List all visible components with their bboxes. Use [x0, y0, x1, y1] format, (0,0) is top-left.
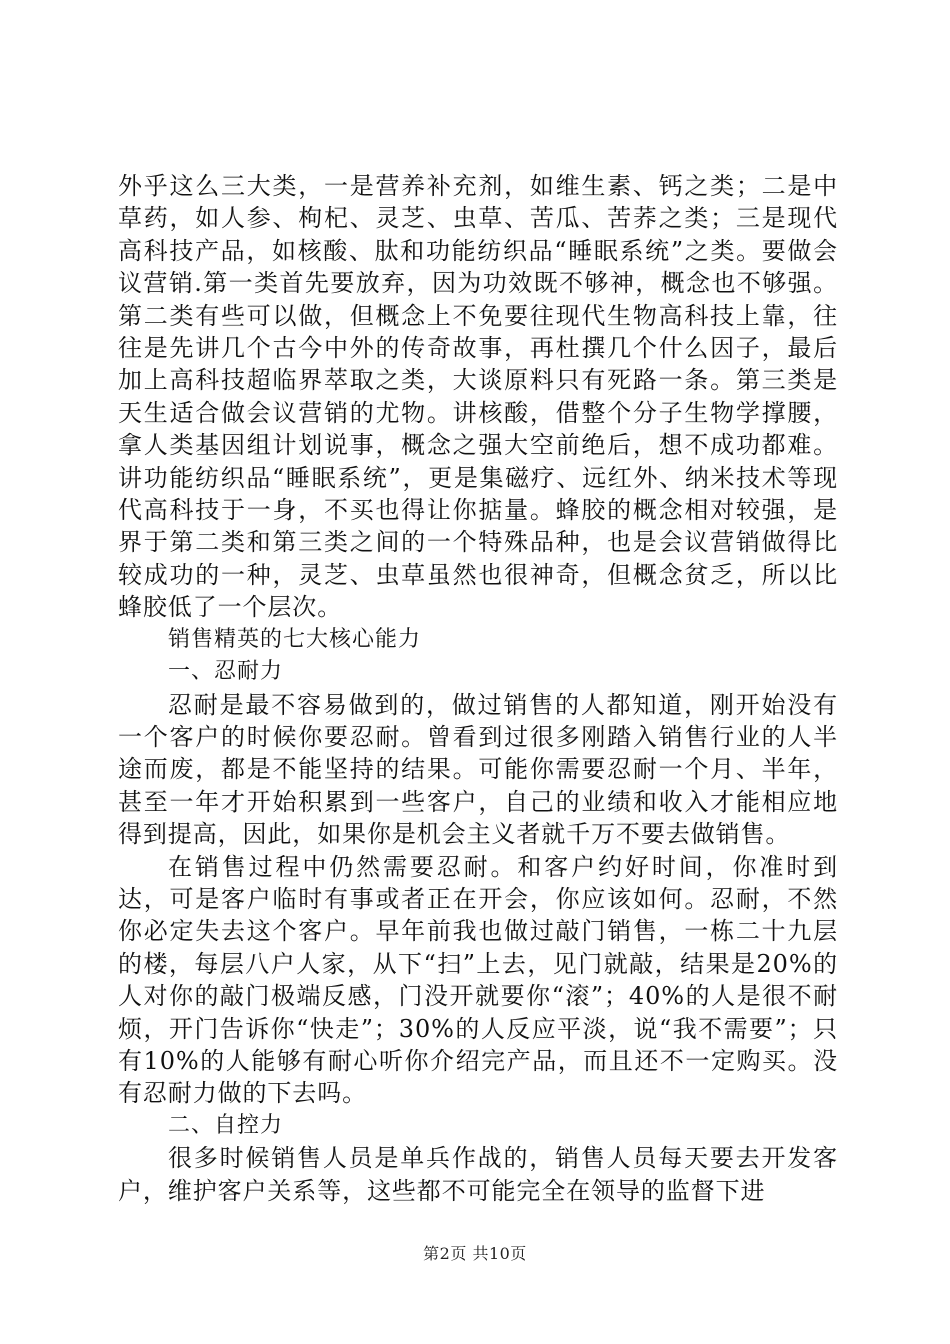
page-number-footer: 第2页 共10页: [423, 1244, 527, 1263]
paragraph-product-categories: 外乎这么三大类，一是营养补充剂，如维生素、钙之类；二是中草药，如人参、枸杞、灵芝、虫草、苦瓜、苦荞之类；三是现代高科技产品，如核酸、肽和功能纺织品“睡眠系统”之类。要做会议营销.第一类首先要放弃，因为功效既不够神，概念也不够强。第二类有些可以做，但概念上不免要往现代生物高科技上靠，往往是先讲几个古今中外的传奇故事，再杜撰几个什么因子，最后加上高科技超临界萃取之类，大谈原料只有死路一条。第三类是天生适合做会议营销的尤物。讲核酸，借整个分子生物学撑腰，拿人类基因组计划说事，概念之强大空前绝后，想不成功都难。讲功能纺织品“睡眠系统”，更是集磁疗、远红外、纳米技术等现代高科技于一身，不买也得让你掂量。蜂胶的概念相对较强，是界于第二类和第三类之间的一个特殊品种，也是会议营销做得比较成功的一种，灵芝、虫草虽然也很神奇，但概念贫乏，所以比蜂胶低了一个层次。: [118, 172, 838, 622]
document-body: [118, 170, 838, 1207]
paragraph-patience-intro: 忍耐是最不容易做到的，做过销售的人都知道，刚开始没有一个客户的时候你要忍耐。曾看到过很多刚踏入销售行业的人半途而废，都是不能坚持的结果。可能你需要忍耐一个月、半年，甚至一年才开始积累到一些客户，自己的业绩和收入才能相应地得到提高，因此，如果你是机会主义者就千万不要去做销售。: [118, 690, 838, 849]
section-heading-patience: 一、忍耐力: [168, 659, 284, 685]
paragraph-patience-sales-process: 在销售过程中仍然需要忍耐。和客户约好时间，你准时到达，可是客户临时有事或者正在开会，你应该如何。忍耐，不然你必定失去这个客户。早年前我也做过敲门销售，一栋二十九层的楼，每层八户人家，从下“扫”上去，见门就敲，结果是20%的人对你的敲门极端反感，门没开就要你“滚”；40%的人是很不耐烦，开门告诉你“快走”；30%的人反应平淡，说“我不需要”；只有10%的人能够有耐心听你介绍完产品，而且还不一定购买。没有忍耐力做的下去吗。: [118, 852, 838, 1108]
section-heading-seven-abilities: 销售精英的七大核心能力: [168, 626, 422, 652]
section-heading-self-control: 二、自控力: [168, 1112, 284, 1138]
paragraph-self-control: 很多时候销售人员是单兵作战的，销售人员每天要去开发客户，维护客户关系等，这些都不可能完全在领导的监督下进: [118, 1144, 838, 1205]
